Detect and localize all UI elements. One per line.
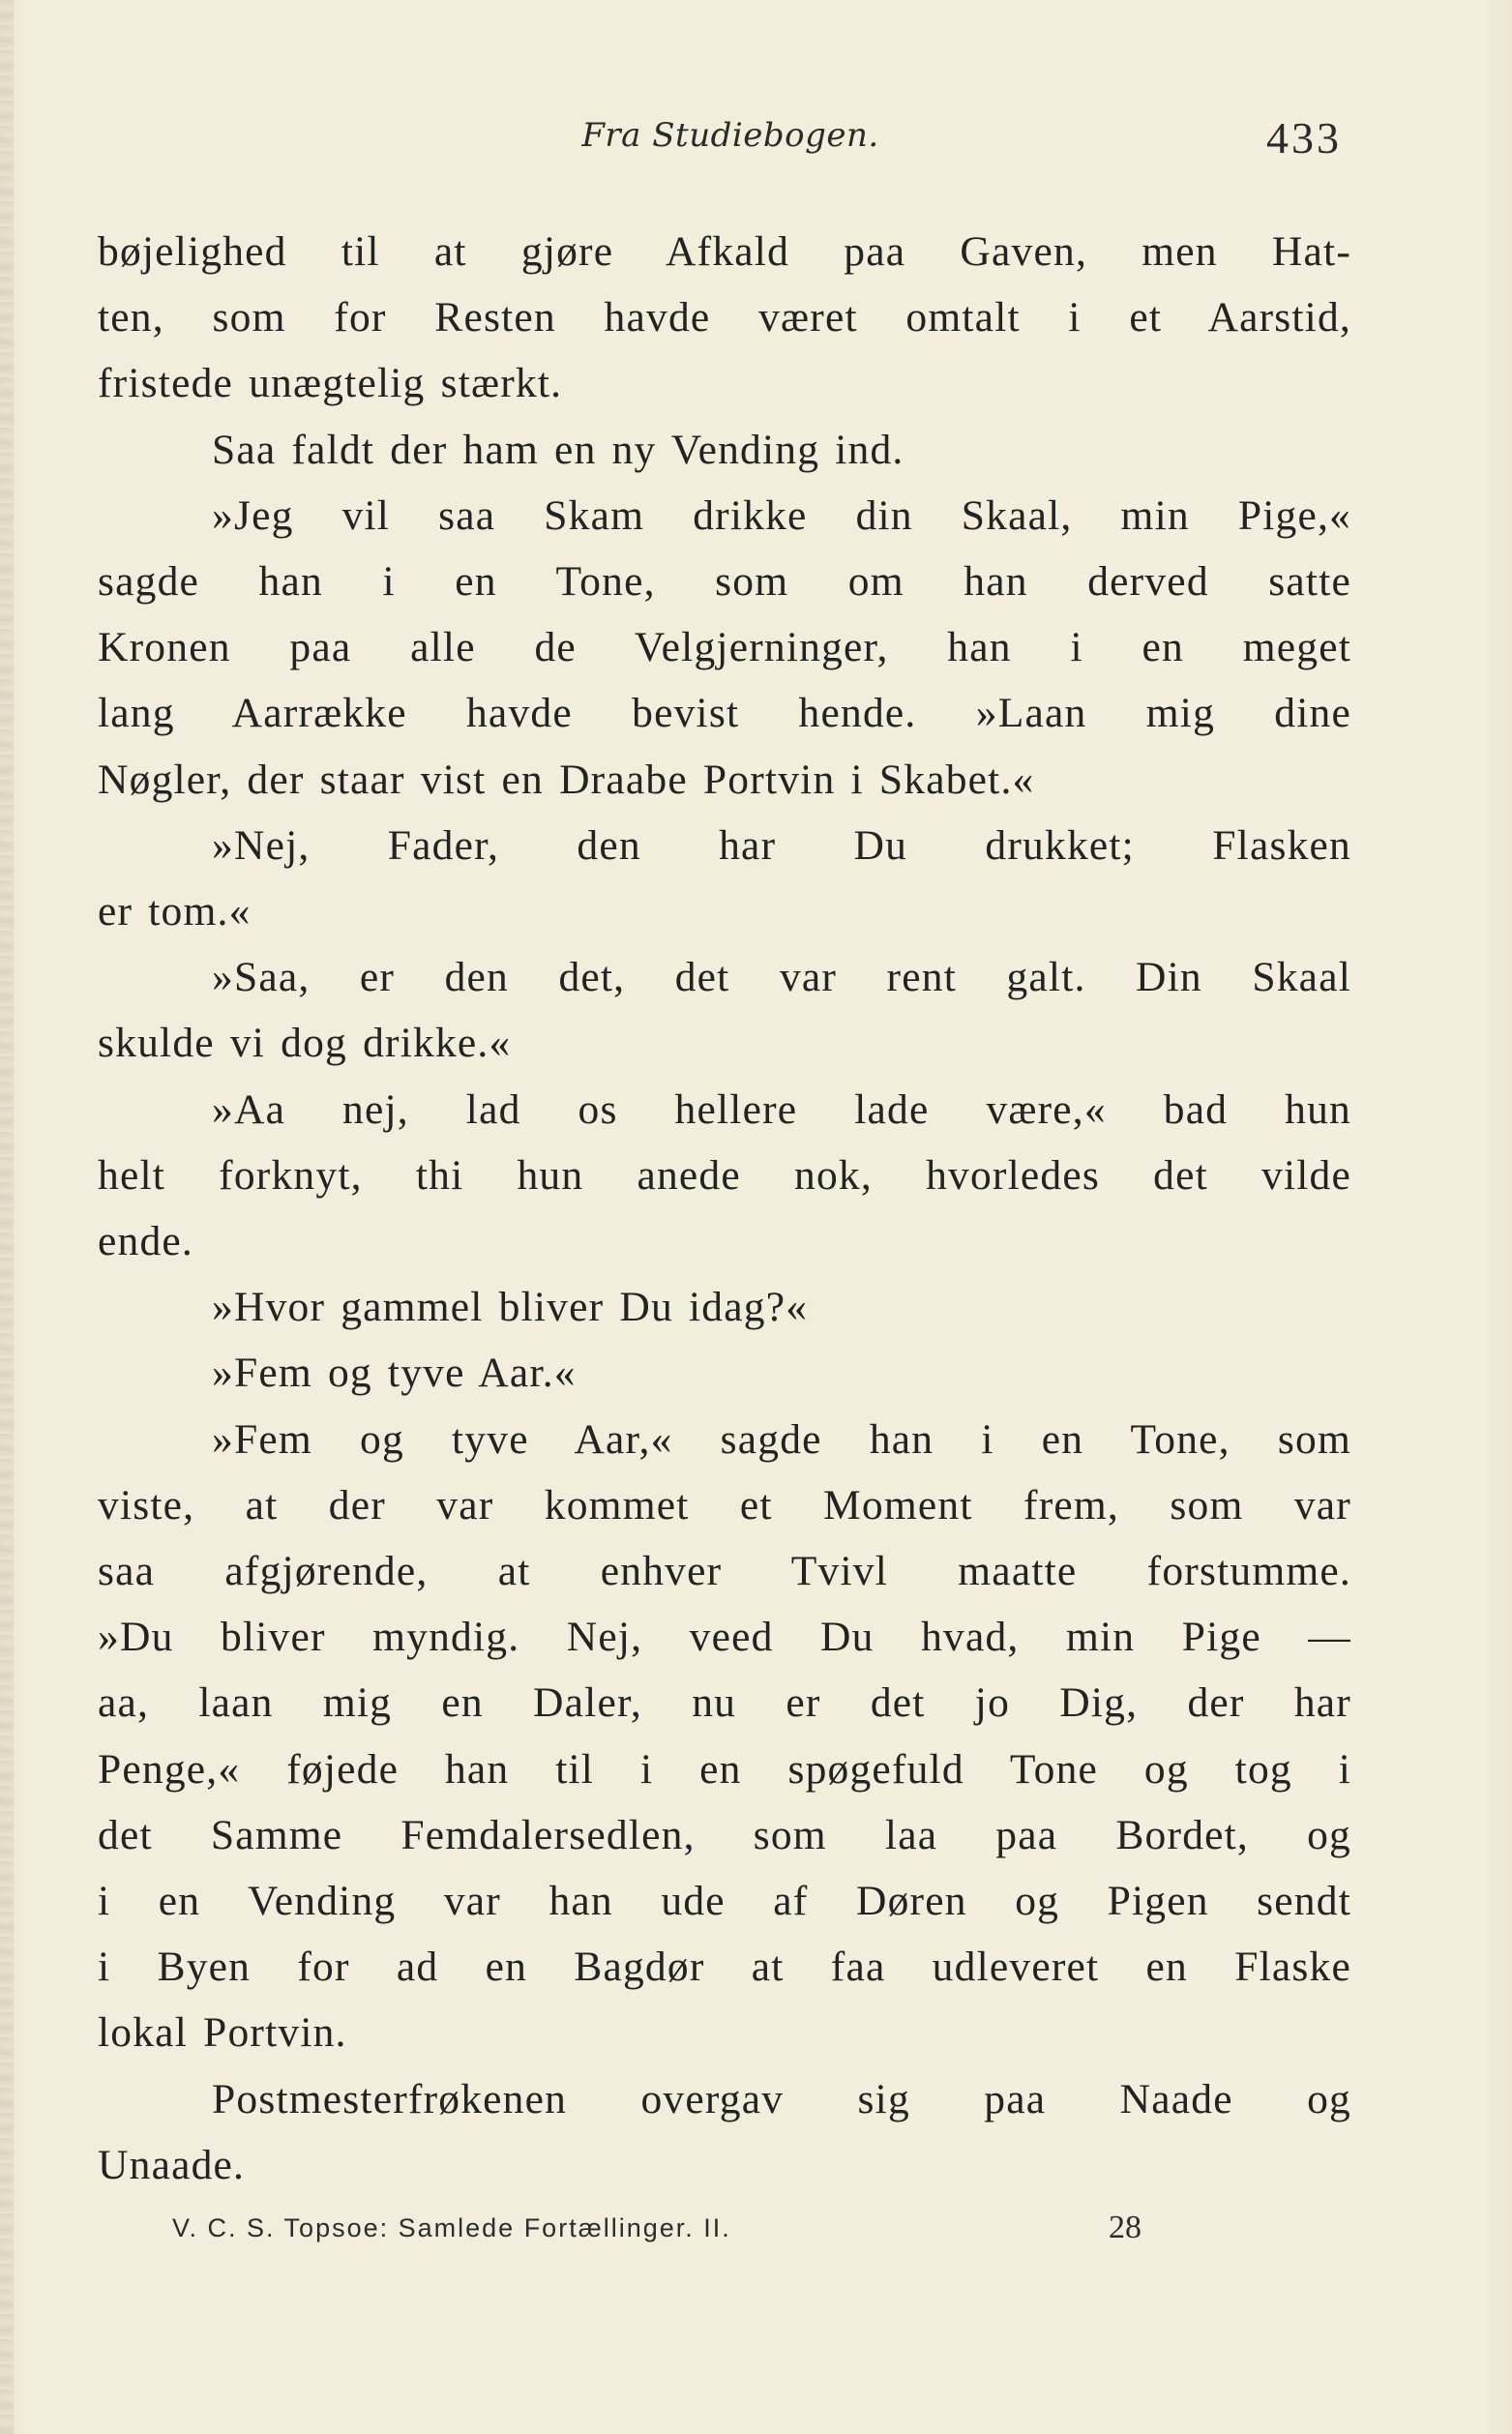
text-line: i en Vending var han ude af Døren og Pigen sendt <box>98 1878 1351 1925</box>
text-line: Postmesterfrøkenen overgav sig paa Naade og <box>212 2075 1351 2122</box>
text-line: ten, som for Resten havde været omtalt i et Aarstid, <box>98 294 1351 341</box>
text-line: »Fem og tyve Aar.« <box>212 1350 577 1397</box>
sheet-number: 28 <box>1109 2210 1141 2245</box>
paragraph <box>98 944 1351 1076</box>
paragraph <box>98 417 1351 483</box>
text-line: Saa faldt der ham en ny Vending ind. <box>212 426 904 473</box>
paragraph <box>98 813 1351 944</box>
paragraph <box>98 219 1351 417</box>
text-line: »Du bliver myndig. Nej, veed Du hvad, min Pige — <box>98 1614 1351 1661</box>
text-line: Kronen paa alle de Velgjerninger, han i en meget <box>98 624 1351 671</box>
text-line: »Saa, er den det, det var rent galt. Din Skaal <box>212 954 1351 1001</box>
paragraph <box>98 1274 1351 1340</box>
text-line: saa afgjørende, at enhver Tvivl maatte forstumme. <box>98 1548 1351 1595</box>
text-line: »Fem og tyve Aar,« sagde han i en Tone, som <box>212 1415 1351 1463</box>
text-line: »Hvor gammel bliver Du idag?« <box>212 1284 809 1331</box>
text-line: »Jeg vil saa Skam drikke din Skaal, min Pige,« <box>212 491 1351 539</box>
page-number: 433 <box>1266 113 1342 163</box>
body-text <box>98 219 1351 2198</box>
text-line: »Nej, Fader, den har Du drukket; Flasken <box>212 821 1351 869</box>
text-line: bøjelighed til at gjøre Afkald paa Gaven, men Hat- <box>98 228 1351 275</box>
text-line: »Aa nej, lad os hellere lade være,« bad hun <box>212 1085 1351 1133</box>
running-title: Fra Studiebogen. <box>581 116 879 155</box>
binding-edge <box>0 0 14 2434</box>
text-line: ende. <box>98 1218 193 1265</box>
text-line: aa, laan mig en Daler, nu er det jo Dig, der har <box>98 1679 1351 1727</box>
text-line: i Byen for ad en Bagdør at faa udleveret en Flaske <box>98 1944 1351 1991</box>
paragraph <box>98 1077 1351 1275</box>
text-line: viste, at der var kommet et Moment frem, som var <box>98 1481 1351 1529</box>
text-line: er tom.« <box>98 888 252 935</box>
text-line: sagde han i en Tone, som om han derved satte <box>98 558 1351 606</box>
text-line: skulde vi dog drikke.« <box>98 1020 512 1067</box>
text-line: Nøgler, der staar vist en Draabe Portvin i Skabet.« <box>98 756 1035 803</box>
text-line: lang Aarrække havde bevist hende. »Laan mig dine <box>98 690 1351 737</box>
text-line: Penge,« føjede han til i en spøgefuld Tone og tog i <box>98 1745 1351 1793</box>
page-header <box>0 108 1512 166</box>
paragraph <box>98 483 1351 813</box>
text-line: det Samme Femdalersedlen, som laa paa Bordet, og <box>98 1811 1351 1858</box>
paragraph <box>98 1340 1351 1406</box>
paragraph <box>98 1407 1351 2066</box>
text-line: fristede unægtelig stærkt. <box>98 360 563 407</box>
text-line: lokal Portvin. <box>98 2009 347 2057</box>
text-line: helt forknyt, thi hun anede nok, hvorledes det vilde <box>98 1151 1351 1199</box>
printer-signature: V. C. S. Topsoe: Samlede Fortællinger. II. <box>172 2213 731 2242</box>
paragraph <box>98 2066 1351 2198</box>
page-footer <box>0 2204 1512 2262</box>
text-line: Unaade. <box>98 2141 246 2188</box>
